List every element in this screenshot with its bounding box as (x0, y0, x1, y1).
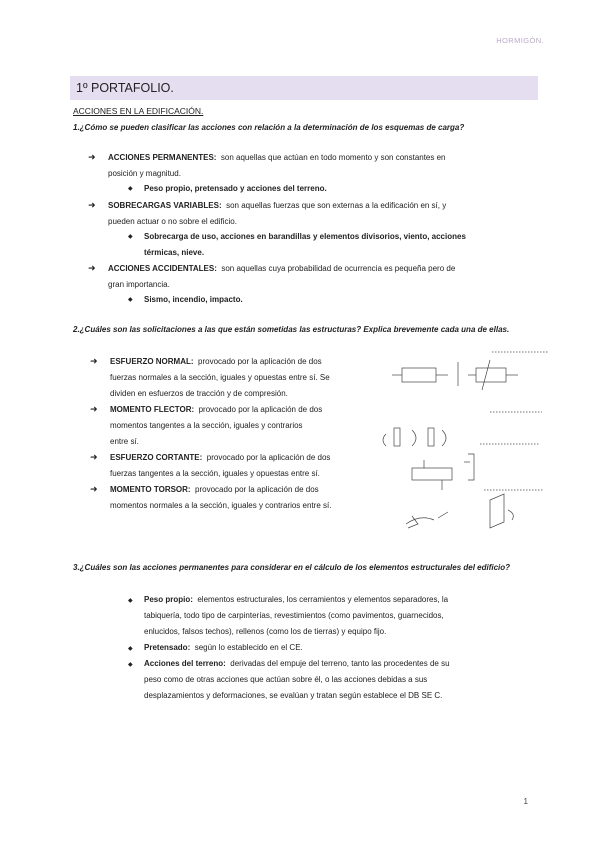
q3-item-1-line-2: tabiquería, todo tipo de carpinterías, revestimientos (como pavimentos, guarnecidos, (144, 611, 444, 620)
page-title: 1º PORTAFOLIO. (76, 81, 174, 95)
q2-item-3-line-2: fuerzas tangentes a la sección, iguales y opuestas entre sí. (110, 469, 320, 478)
bullet-icon: ◆ (128, 186, 133, 192)
q3-item-3-text: derivadas del empuje del terreno, tanto las procedentes de su (230, 659, 450, 668)
q3-item-2-text: según lo establecido en el CE. (194, 643, 303, 652)
q3-item-1-line-1 (144, 592, 528, 608)
solicitations-diagram-image (372, 350, 552, 540)
q1-item-3-sub: Sismo, incendio, impacto. (144, 295, 243, 304)
q2-item-1-text: provocado por la aplicación de dos (198, 357, 322, 366)
q2-item-4-text: provocado por la aplicación de dos (195, 485, 319, 494)
q2-item-3-line-1 (110, 450, 362, 466)
bullet-icon: ◆ (128, 646, 133, 652)
question-3: 3.¿Cuáles son las acciones permanentes para considerar en el cálculo de los elementos estructurales del edificio? (73, 563, 511, 572)
q1-item-3-text: son aquellas cuya probabilidad de ocurrencia es pequeña pero de (221, 264, 456, 273)
q1-item-1-sub: Peso propio, pretensado y acciones del terreno. (144, 184, 327, 193)
q1-item-3-term: ACCIONES ACCIDENTALES: (108, 264, 217, 273)
arrow-icon: ➜ (88, 263, 96, 273)
q2-item-2-line-1 (110, 402, 362, 418)
q2-item-2-term: MOMENTO FLECTOR: (110, 405, 195, 414)
section-heading: ACCIONES EN LA EDIFICACIÓN. (73, 106, 204, 116)
q1-item-1-line-1 (108, 150, 528, 166)
q3-item-2-term: Pretensado: (144, 643, 191, 652)
q3-item-3-line-3: desplazamientos y deformaciones, se evalúan y tratan según establece el DB SE C. (144, 691, 443, 700)
q1-item-2-text: son aquellas fuerzas que son externas a la edificación en sí, y (226, 201, 447, 210)
question-1: 1.¿Cómo se pueden clasificar las acciones con relación a la determinación de los esquemas de carga? (73, 123, 465, 132)
question-2: 2.¿Cuáles son las solicitaciones a las que están sometidas las estructuras? Explica brevemente cada una de ellas. (73, 325, 510, 334)
arrow-icon: ➜ (88, 152, 96, 162)
q1-item-3-line-2: gran importancia. (108, 280, 170, 289)
q2-item-3-term: ESFUERZO CORTANTE: (110, 453, 203, 462)
bullet-icon: ◆ (128, 297, 133, 303)
q2-item-2-line-2: momentos tangentes a la sección, iguales y contrarios (110, 421, 303, 430)
q1-item-1-line-2: posición y magnitud. (108, 169, 181, 178)
q1-item-1-text: son aquellas que actúan en todo momento y son constantes en (220, 153, 446, 162)
arrow-icon: ➜ (90, 484, 98, 494)
q2-item-3-text: provocado por la aplicación de dos (206, 453, 331, 462)
q3-item-2-line-1 (144, 640, 528, 656)
bullet-icon: ◆ (128, 234, 133, 240)
q1-item-2-sub-2: térmicas, nieve. (144, 248, 205, 257)
bullet-icon: ◆ (128, 598, 133, 604)
q2-item-4-line-2: momentos normales a la sección, iguales y contrarios entre sí. (110, 501, 332, 510)
q1-item-2-sub-1: Sobrecarga de uso, acciones en barandillas y elementos divisorios, viento, acciones (144, 232, 466, 241)
q2-item-2-text: provocado por la aplicación de dos (198, 405, 323, 414)
q1-item-2-line-2: pueden actuar o no sobre el edificio. (108, 217, 237, 226)
title-bar (70, 76, 538, 100)
q3-item-1-text: elementos estructurales, los cerramientos y elementos separadores, la (197, 595, 449, 604)
q2-item-4-line-1 (110, 482, 388, 498)
q1-item-3-line-1 (108, 261, 528, 277)
arrow-icon: ➜ (90, 452, 98, 462)
q2-item-2-line-3: entre sí. (110, 437, 139, 446)
arrow-icon: ➜ (88, 200, 96, 210)
q2-item-1-line-3: dividen en esfuerzos de tracción y de compresión. (110, 389, 288, 398)
q3-item-1-line-3: enlucidos, falsos techos), rellenos (como los de tierras) y equipo fijo. (144, 627, 387, 636)
q2-item-4-term: MOMENTO TORSOR: (110, 485, 191, 494)
q2-item-1-line-2: fuerzas normales a la sección, iguales y opuestas entre sí. Se (110, 373, 330, 382)
arrow-icon: ➜ (90, 356, 98, 366)
q3-item-1-term: Peso propio: (144, 595, 193, 604)
q3-item-3-term: Acciones del terreno: (144, 659, 226, 668)
q2-item-1-line-1 (110, 354, 370, 370)
q3-item-3-line-1 (144, 656, 528, 672)
q1-item-2-line-1 (108, 198, 528, 214)
q1-item-2-term: SOBRECARGAS VARIABLES: (108, 201, 222, 210)
page-number: 1 (523, 797, 528, 806)
bullet-icon: ◆ (128, 662, 133, 668)
q2-item-1-term: ESFUERZO NORMAL: (110, 357, 194, 366)
q1-item-1-term: ACCIONES PERMANENTES: (108, 153, 217, 162)
q3-item-3-line-2: peso como de otras acciones que actúan sobre él, o las acciones debidas a sus (144, 675, 428, 684)
arrow-icon: ➜ (90, 404, 98, 414)
header-subject: HORMIGÓN. (496, 36, 544, 45)
